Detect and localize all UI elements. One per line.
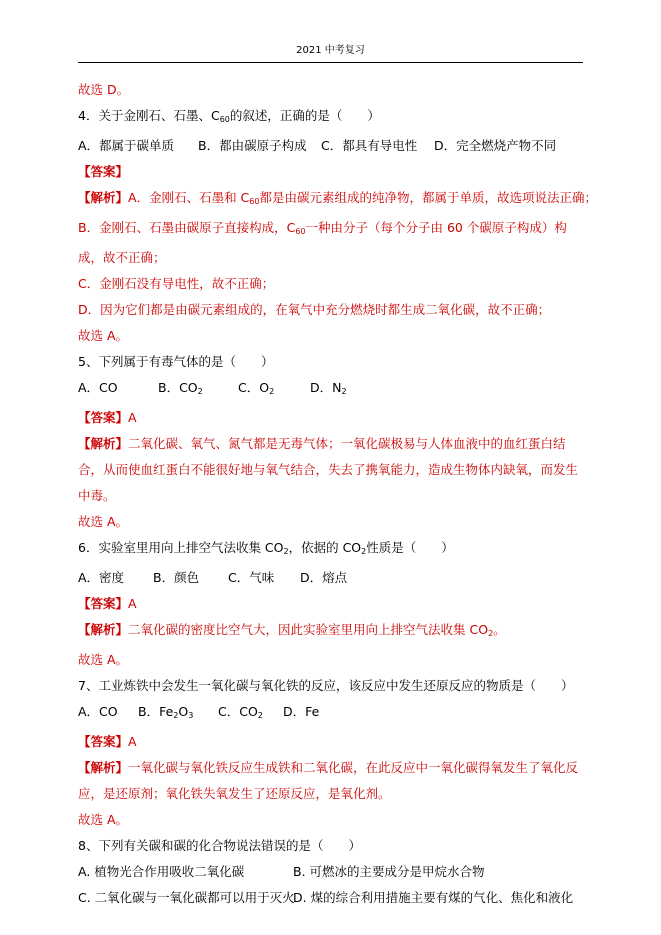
- q7-option-a: A．CO: [78, 704, 118, 719]
- q4-explanation-a: 【解析】A．金刚石、石墨和 $C_{60}$都是由碳元素组成的纯净物，都属于单质，故选项说法正确；: [78, 190, 597, 206]
- prev-conclusion: 故选 D。: [78, 82, 130, 97]
- q5-option-b: B．$CO_2$: [158, 380, 203, 396]
- q8-option-c: C. 二氧化碳与一氧化碳都可以用于灭火: [78, 890, 295, 905]
- question-6: 6．实验室里用向上排空气法收集 $CO_2$，依据的 $CO_2$性质是（ ）: [78, 540, 454, 556]
- q4-explanation-d: D．因为它们都是由碳元素组成的，在氧气中充分燃烧时都生成二氧化碳，故不正确；: [78, 302, 551, 317]
- q6-option-d: D．熔点: [300, 570, 348, 585]
- q8-option-d: D. 煤的综合利用措施主要有煤的气化、焦化和液化: [293, 890, 574, 905]
- q5-conclusion: 故选 A。: [78, 514, 129, 529]
- question-6-options: [78, 570, 583, 586]
- q4-option-d: D．完全燃烧产物不同: [434, 138, 557, 153]
- question-5-options: [78, 380, 583, 400]
- q8-option-b: B. 可燃冰的主要成分是甲烷水合物: [293, 864, 485, 879]
- question-8-options-row2: [78, 890, 583, 906]
- q6-option-c: C．气味: [228, 570, 275, 585]
- question-4-options: [78, 138, 583, 154]
- document-body: [78, 82, 597, 906]
- question-7-options: [78, 704, 583, 724]
- q8-option-a: A. 植物光合作用吸收二氧化碳: [78, 864, 245, 879]
- q6-conclusion: 故选 A。: [78, 652, 129, 667]
- q7-option-b: B．$Fe_2O_3$: [138, 704, 194, 720]
- q7-explanation: 【解析】一氧化碳与氧化铁反应生成铁和二氧化碳，在此反应中一氧化碳得氧发生了氧化反应，是还原剂；氧化铁失氧发生了还原反应，是氧化剂。: [78, 760, 579, 801]
- q5-option-d: D．$N_2$: [310, 380, 347, 396]
- header-divider: [78, 62, 583, 63]
- q5-option-c: C．$O_2$: [238, 380, 275, 396]
- q5-explanation: 【解析】二氧化碳、氧气、氮气都是无毒气体；一氧化碳极易与人体血液中的血红蛋白结合，从而使血红蛋白不能很好地与氧气结合，失去了携氧能力，造成生物体内缺氧，而发生中毒。: [78, 436, 579, 503]
- q6-option-b: B．颜色: [153, 570, 200, 585]
- q4-answer-label: 【答案】: [78, 164, 129, 179]
- q4-explanation-b: B．金刚石、石墨由碳原子直接构成，$C_{60}$一种由分子（每个分子由 60 个碳原子构成）构成，故不正确；: [78, 220, 567, 265]
- q7-conclusion: 故选 A。: [78, 812, 129, 827]
- q7-option-c: C．$CO_2$: [218, 704, 263, 720]
- q4-conclusion: 故选 A。: [78, 328, 129, 343]
- page-header: 2021 中考复习: [296, 45, 365, 56]
- question-5: 5、下列属于有毒气体的是（ ）: [78, 354, 274, 369]
- q4-option-a: A．都属于碳单质: [78, 138, 175, 153]
- q5-answer: 【答案】A: [78, 410, 137, 425]
- q7-option-d: D．Fe: [283, 704, 320, 719]
- q6-explanation: 【解析】二氧化碳的密度比空气大，因此实验室里用向上排空气法收集 $CO_2$。: [78, 622, 506, 638]
- q4-explanation-c: C．金刚石没有导电性，故不正确；: [78, 276, 275, 291]
- question-4: 4．关于金刚石、石墨、$C_{60}$的叙述，正确的是（ ）: [78, 108, 380, 124]
- q5-option-a: A．CO: [78, 380, 118, 395]
- q6-option-a: A．密度: [78, 570, 125, 585]
- question-7: 7、工业炼铁中会发生一氧化碳与氧化铁的反应，该反应中发生还原反应的物质是（ ）: [78, 678, 574, 693]
- q4-option-b: B．都由碳原子构成: [198, 138, 307, 153]
- question-8-options-row1: [78, 864, 583, 880]
- q7-answer: 【答案】A: [78, 734, 137, 749]
- q6-answer: 【答案】A: [78, 596, 137, 611]
- q4-option-c: C．都具有导电性: [321, 138, 418, 153]
- question-8: 8、下列有关碳和碳的化合物说法错误的是（ ）: [78, 838, 361, 853]
